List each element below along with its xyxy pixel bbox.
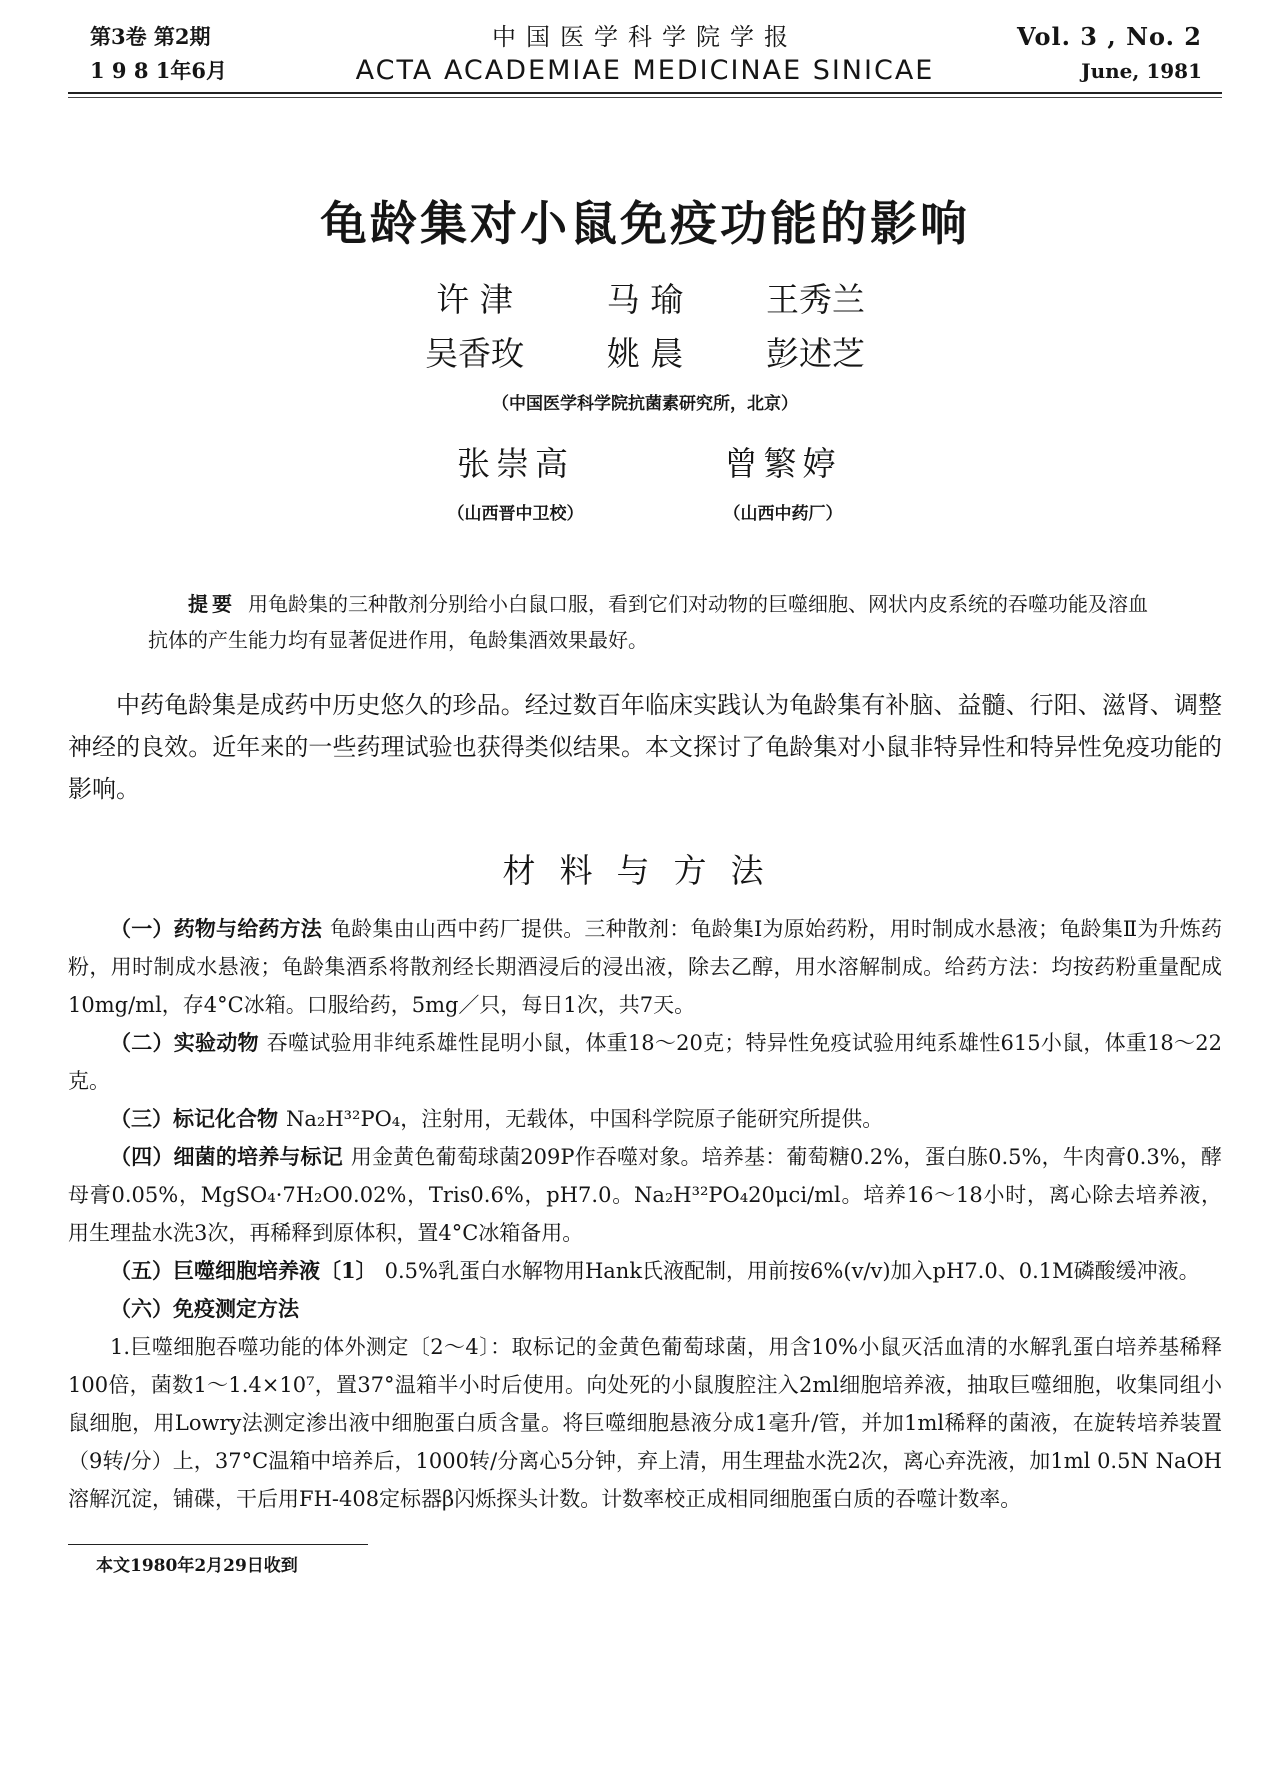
subsection-heading: （三）标记化合物 — [110, 1106, 278, 1131]
methods-paragraph — [68, 1328, 1222, 1518]
author-name: 彭述芝 — [766, 334, 865, 373]
author-group-2 — [68, 437, 1222, 524]
running-header — [68, 0, 1222, 100]
subsection-heading: （五）巨噬细胞培养液〔1〕 — [110, 1258, 377, 1283]
author-block — [448, 437, 584, 524]
paragraph-text: 吞噬试验用非纯系雄性昆明小鼠，体重18～20克；特异性免疫试验用纯系雄性615小鼠，体重18～22克。 — [68, 1031, 1222, 1093]
received-date-footnote: 本文1980年2月29日收到 — [96, 1556, 298, 1576]
section-heading: 材料与方法 — [502, 851, 788, 890]
author-block — [724, 437, 843, 524]
abstract — [148, 586, 1162, 658]
methods-section — [68, 910, 1222, 1518]
author-name: 曾繁婷 — [724, 444, 842, 483]
author-name: 吴香玫 — [425, 334, 524, 373]
header-rule-thin — [68, 97, 1222, 98]
journal-name-cn: 中国医学科学院学报 — [492, 23, 798, 51]
paragraph-text: 0.5%乳蛋白水解物用Hank氏液配制，用前按6%(v/v)加入pH7.0、0.1M磷酸缓冲液。 — [384, 1259, 1200, 1283]
volume-info — [1017, 20, 1202, 88]
issue-date: 1 9 8 1年6月 — [90, 58, 227, 83]
subsection-heading: （一）药物与给药方法 — [110, 916, 323, 941]
subsection-heading: （二）实验动物 — [110, 1030, 259, 1055]
methods-paragraph — [68, 910, 1222, 1024]
subsection-heading: （四）细菌的培养与标记 — [110, 1144, 343, 1169]
issue-volume: 第3卷 第2期 — [90, 24, 211, 49]
author-name: 许 津 — [436, 280, 513, 319]
methods-paragraph — [68, 1100, 1222, 1138]
author-name: 马 瑜 — [606, 280, 684, 319]
header-rule — [68, 92, 1222, 94]
author-affiliation: （山西晋中卫校） — [447, 504, 584, 524]
paragraph-text: 用金黄色葡萄球菌209P作吞噬对象。培养基：葡萄糖0.2%，蛋白胨0.5%，牛肉膏0.3%，酵母膏0.05%，MgSO₄·7H₂O0.02%，Tris0.6%，pH7.0。Na₂H³²PO₄20μci/ml。培养16～18小时，离心除去培养液，用生理盐水洗3次，再稀释到原体积，置4°C冰箱备用。 — [68, 1145, 1222, 1245]
author-row-1 — [68, 273, 1222, 327]
publication-date: June, 1981 — [1081, 59, 1202, 83]
methods-paragraph — [68, 1290, 1222, 1328]
subsection-heading: （六）免疫测定方法 — [110, 1296, 299, 1321]
abstract-text: 用龟龄集的三种散剂分别给小白鼠口服，看到它们对动物的巨噬细胞、网状内皮系统的吞噬功能及溶血抗体的产生能力均有显著促进作用，龟龄集酒效果最好。 — [148, 592, 1148, 652]
author-affiliation: （山西中药厂） — [723, 504, 843, 524]
methods-paragraph — [68, 1138, 1222, 1252]
footnote-rule — [68, 1544, 368, 1545]
author-name: 张崇高 — [457, 444, 574, 483]
paragraph-text: 1.巨噬细胞吞噬功能的体外测定〔2～4〕：取标记的金黄色葡萄球菌，用含10%小鼠灭活血清的水解乳蛋白培养基稀释100倍，菌数1～1.4×10⁷，置37°温箱半小时后使用。向处死的小鼠腹腔注入2ml细胞培养液，抽取巨噬细胞，收集同组小鼠细胞，用Lowry法测定渗出液中细胞蛋白质含量。将巨噬细胞悬液分成1毫升/管，并加1ml稀释的菌液，在旋转培养装置（9转/分）上，37°C温箱中培养后，1000转/分离心5分钟，弃上清，用生理盐水洗2次，离心弃洗液，加1ml 0.5N NaOH溶解沉淀，铺碟，干后用FH-408定标器β闪烁探头计数。计数率校正成相同细胞蛋白质的吞噬计数率。 — [68, 1335, 1222, 1511]
journal-name-en: ACTA ACADEMIAE MEDICINAE SINICAE — [355, 55, 935, 86]
abstract-label: 提要 — [188, 592, 236, 616]
introduction-paragraph: 中药龟龄集是成药中历史悠久的珍品。经过数百年临床实践认为龟龄集有补脑、益髓、行阳、滋肾、调整神经的良效。近年来的一些药理试验也获得类似结果。本文探讨了龟龄集对小鼠非特异性和特异性免疫功能的影响。 — [68, 691, 1222, 803]
author-affiliation: （中国医学科学院抗菌素研究所，北京） — [492, 394, 798, 414]
author-row-2 — [68, 327, 1222, 381]
author-name: 姚 晨 — [606, 334, 684, 373]
paragraph-text: 龟龄集由山西中药厂提供。三种散剂：龟龄集Ⅰ为原始药粉，用时制成水悬液；龟龄集Ⅱ为升炼药粉，用时制成水悬液；龟龄集酒系将散剂经长期酒浸后的浸出液，除去乙醇，用水溶解制成。给药方法：均按药粉重量配成10mg/ml，存4°C冰箱。口服给药，5mg／只，每日1次，共7天。 — [68, 917, 1222, 1017]
author-name: 王秀兰 — [766, 280, 865, 319]
paragraph-text: Na₂H³²PO₄，注射用，无载体，中国科学院原子能研究所提供。 — [286, 1107, 884, 1131]
article-title: 龟龄集对小鼠免疫功能的影响 — [320, 197, 970, 252]
methods-paragraph — [68, 1024, 1222, 1100]
volume-number: Vol. 3 , No. 2 — [1017, 22, 1202, 51]
methods-paragraph — [68, 1252, 1222, 1290]
author-list — [68, 273, 1222, 381]
